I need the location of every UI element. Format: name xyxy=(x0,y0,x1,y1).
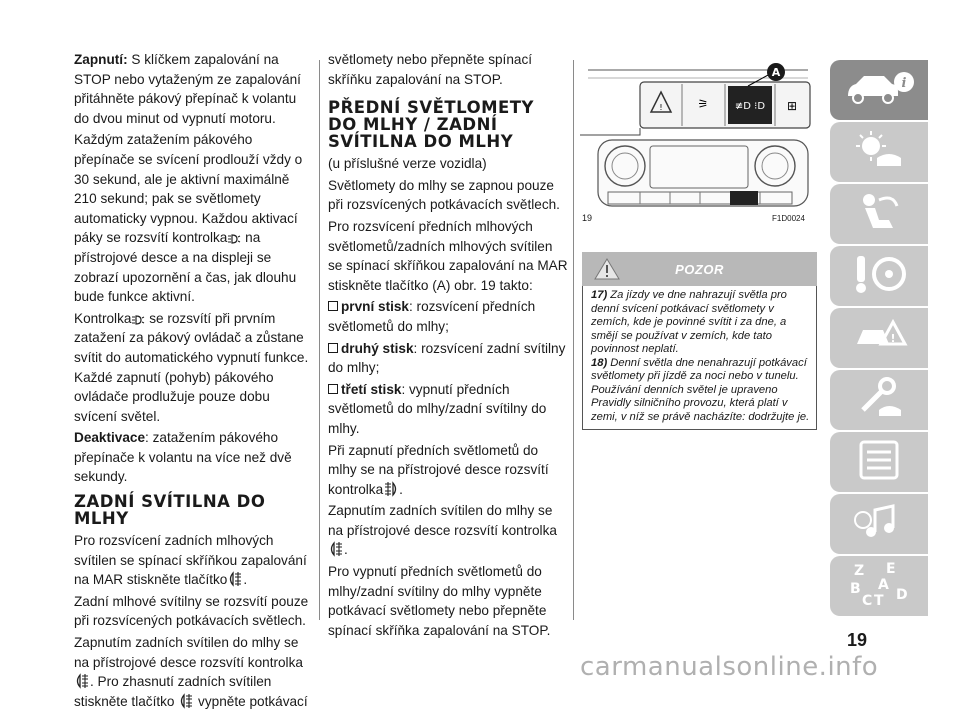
note-number: 18) xyxy=(591,356,608,369)
front-fog-lamp-icon xyxy=(383,481,399,497)
paragraph xyxy=(74,531,314,590)
tab-car-info[interactable] xyxy=(830,60,928,120)
figure-number: 19 xyxy=(582,213,593,223)
index-letter: A xyxy=(878,576,889,593)
term-label: Zapnutí: xyxy=(74,52,128,67)
dashboard-illustration xyxy=(580,60,816,210)
svg-text:≢D ⁝D: ≢D ⁝D xyxy=(734,101,766,112)
paragraph: světlomety nebo přepněte spínací skříňku zapalování na STOP. xyxy=(328,52,533,87)
watermark: carmanualsonline.info xyxy=(580,652,879,682)
section-heading: PŘEDNÍ SVĚTLOMETY DO MLHY / ZADNÍ SVÍTILNA DO MLHY xyxy=(328,98,534,152)
list-item-label: druhý stisk xyxy=(341,340,414,356)
warning-note xyxy=(591,357,810,425)
dashboard-figure xyxy=(580,60,816,210)
paragraph-text: . xyxy=(344,542,348,558)
paragraph-text: : zatažením pákového přepínače k volantu na více než dvě sekundy. xyxy=(74,430,292,485)
seat-airbag-icon xyxy=(849,190,909,239)
paragraph xyxy=(328,441,568,500)
index-letter: T xyxy=(874,592,884,609)
paragraph-text: . xyxy=(243,572,248,588)
index-letter: Z xyxy=(854,562,865,579)
list-item-text: : vypnutí předních světlometů do mlhy/zadní svítilny do mlhy. xyxy=(328,381,547,436)
tab-emergency[interactable] xyxy=(830,308,928,368)
paragraph-text: Zapnutím zadních svítilen do mlhy se na přístrojové desce rozsvítí kontrolka xyxy=(74,635,303,670)
index-letter: D xyxy=(896,586,908,603)
page-number: 19 xyxy=(847,630,868,650)
svg-text:i: i xyxy=(901,75,907,91)
paragraph-text: Zapnutím zadních svítilen do mlhy se na přístrojové desce rozsvítí kontrolka xyxy=(328,503,557,538)
paragraph-text: . Pro zhasnutí zadních svítilen stiskněte tlačítko xyxy=(74,674,272,709)
index-letter: E xyxy=(886,560,896,577)
svg-text:!: ! xyxy=(890,331,896,345)
paragraph-text: Při zapnutí předních světlometů do mlhy se na přístrojové desce rozsvítí kontrolka xyxy=(328,442,549,497)
list-item-text: : rozsvícení zadní svítilny do mlhy; xyxy=(328,340,566,376)
svg-text:⊞: ⊞ xyxy=(786,99,798,113)
paragraph: Světlomety do mlhy se zapnou pouze při rozsvícených potkávacích světlech. xyxy=(328,177,560,213)
tab-maintenance[interactable] xyxy=(830,370,928,430)
paragraph-text: se rozsvítí při prvním zatažení za pákový ovládač a zůstane svítit do automatického vypnutí funkce. Každé zapnutí (pohyb) pákového ovládače prodlužuje pouze dobu svícení světel. xyxy=(74,310,309,424)
warning-header xyxy=(582,252,817,286)
paragraph xyxy=(74,50,314,128)
list-bullet xyxy=(328,301,338,311)
warning-note xyxy=(591,289,810,357)
dashboard-lights-icon xyxy=(849,128,909,177)
paragraph xyxy=(328,501,568,560)
text-column-middle xyxy=(328,50,568,642)
paragraph: Pro rozsvícení předních mlhových světlometů/zadních mlhových svítilen se spínací skříňkou zapalování na MAR stiskněte tlačítko (A) obr. 19 takto: xyxy=(328,218,568,293)
callout-label: A xyxy=(771,66,781,79)
tab-safety[interactable] xyxy=(830,184,928,244)
index-letter: C xyxy=(862,592,873,609)
list-item-label: třetí stisk xyxy=(341,381,402,397)
list-item xyxy=(328,339,568,378)
wrench-car-icon xyxy=(849,376,909,425)
warning-car-icon xyxy=(849,314,909,363)
paragraph xyxy=(74,309,314,427)
warning-box xyxy=(582,252,817,436)
list-item xyxy=(328,380,568,439)
tab-multimedia[interactable] xyxy=(830,494,928,554)
warning-body xyxy=(582,286,817,430)
paragraph-text: . xyxy=(399,481,403,497)
list-item xyxy=(328,297,568,336)
specs-list-icon xyxy=(849,438,909,487)
follow-me-lamp-icon xyxy=(227,233,241,245)
paragraph-text: Pro rozsvícení zadních mlhových svítilen se spínací skříňkou zapalování na MAR stiskněte tlačítko xyxy=(74,533,307,588)
paragraph xyxy=(74,428,314,487)
section-heading: ZADNÍ SVÍTILNA DO MLHY xyxy=(74,492,266,529)
paragraph-text: vypněte potkávací xyxy=(194,693,308,709)
tab-index[interactable] xyxy=(830,556,928,616)
chapter-sidebar xyxy=(830,60,928,618)
column-divider xyxy=(573,60,574,620)
follow-me-lamp-icon xyxy=(131,314,145,326)
paragraph: (u příslušné verze vozidla) xyxy=(328,156,487,172)
key-steering-wheel-icon xyxy=(849,252,909,301)
rear-fog-lamp-icon xyxy=(328,541,344,557)
column-divider xyxy=(319,60,320,620)
paragraph: Pro vypnutí předních světlometů do mlhy/zadní svítilny do mlhy vypněte potkávací světlomety nebo přepněte spínací skříňka zapalování na STOP. xyxy=(328,564,551,638)
paragraph-text: Každým zatažením pákového přepínače se svícení prodlouží vždy o 30 sekund, ale je aktivní maximálně 210 sekund; pak se světlomety automaticky vypnou. Každou aktivací páky se rozsvítí kontrolka xyxy=(74,132,303,246)
paragraph-text: Kontrolka xyxy=(74,310,132,326)
tab-technical-data[interactable] xyxy=(830,432,928,492)
warning-title: POZOR xyxy=(675,262,724,277)
index-letter: B xyxy=(850,580,861,597)
tab-starting-driving[interactable] xyxy=(830,246,928,306)
rear-fog-lamp-icon xyxy=(227,571,243,587)
list-bullet xyxy=(328,384,338,394)
note-text: Denní světla dne nenahrazují potkávací světlomety při jízdě za noci nebo v tunelu. Používání denních světel je upraveno Pravidly silničního provozu, která platí v zemi, v níž se právě nacházíte: dodržujte je. xyxy=(591,356,810,423)
list-item-label: první stisk xyxy=(341,299,409,315)
note-number: 17) xyxy=(591,289,608,301)
paragraph xyxy=(74,633,314,711)
term-label: Deaktivace xyxy=(74,430,146,446)
paragraph-text: na přístrojové desce a na displeji se zobrazí upozornění a čas, jak dlouhu bude funkce aktivní. xyxy=(74,230,297,305)
alphabet-index-icon xyxy=(844,559,914,614)
note-text: Za jízdy ve dne nahrazují světla pro denní svícení potkávací světlomety v zemích, kde je povinné svítit i za dne, a smějí se používat v zemích, kde tato povinnost neplatí. xyxy=(591,289,787,355)
paragraph-text: S klíčkem zapalování na STOP nebo vytaženým ze zapalování přitáhněte pákový přepínač k volantu do dvou minut od vypnutí motoru. xyxy=(74,52,301,126)
tab-dashboard-lights[interactable] xyxy=(830,122,928,182)
figure-code: F1D0024 xyxy=(772,214,805,223)
music-icon xyxy=(849,500,909,549)
svg-text:⚞: ⚞ xyxy=(697,97,709,111)
list-item-text: : rozsvícení předních světlometů do mlhy; xyxy=(328,299,536,334)
paragraph xyxy=(74,130,314,306)
rear-fog-lamp-icon xyxy=(74,673,90,689)
car-info-icon xyxy=(842,68,916,113)
list-bullet xyxy=(328,343,338,353)
rear-fog-lamp-icon xyxy=(178,693,194,709)
paragraph: Zadní mlhové svítilny se rozsvítí pouze při rozsvícených potkávacích světlech. xyxy=(74,593,309,629)
text-column-left xyxy=(74,50,314,713)
svg-text:!: ! xyxy=(659,103,663,112)
